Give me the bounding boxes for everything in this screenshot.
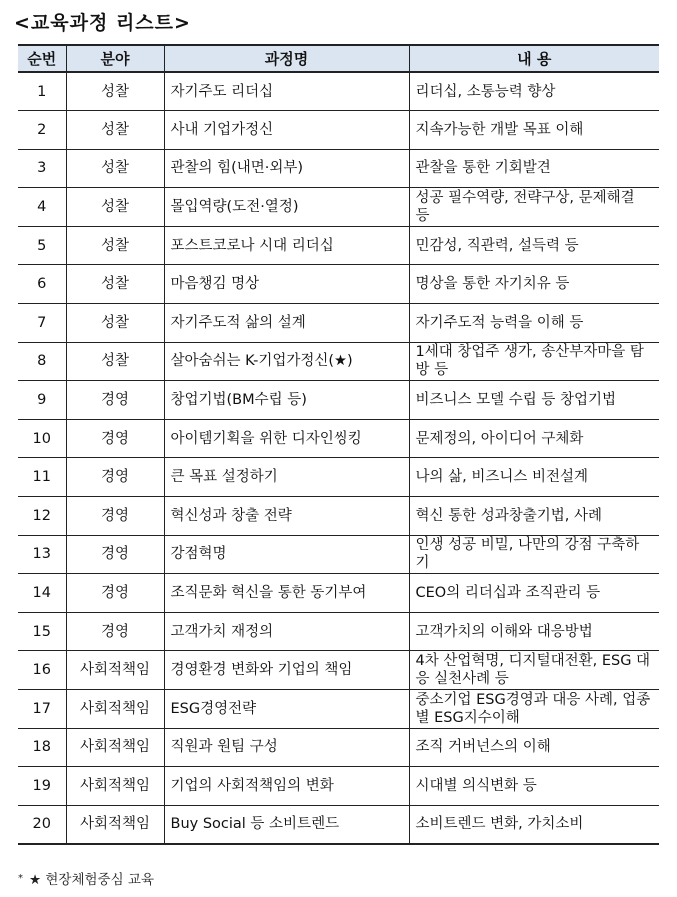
row-description: 조직 거버넌스의 이해	[409, 728, 659, 767]
row-field: 성찰	[66, 111, 164, 150]
row-no: 5	[18, 226, 66, 265]
row-no: 19	[18, 767, 66, 806]
row-course: Buy Social 등 소비트렌드	[164, 805, 409, 844]
page-title: <교육과정 리스트>	[14, 12, 191, 34]
row-course: 사내 기업가정신	[164, 111, 409, 150]
row-description: 비즈니스 모델 수립 등 창업기법	[409, 381, 659, 420]
row-field: 경영	[66, 612, 164, 651]
row-no: 11	[18, 458, 66, 497]
row-course: 기업의 사회적책임의 변화	[164, 767, 409, 806]
row-no: 20	[18, 805, 66, 844]
row-description: 나의 삶, 비즈니스 비전설계	[409, 458, 659, 497]
row-course: 마음챙김 명상	[164, 265, 409, 304]
header-no: 순번	[18, 45, 66, 72]
table-row	[18, 226, 659, 265]
row-field: 경영	[66, 419, 164, 458]
row-course: 고객가치 재정의	[164, 612, 409, 651]
row-field: 경영	[66, 497, 164, 536]
row-no: 18	[18, 728, 66, 767]
header-field: 분야	[66, 45, 164, 72]
row-description: 명상을 통한 자기치유 등	[409, 265, 659, 304]
row-course: 자기주도 리더십	[164, 72, 409, 111]
row-no: 2	[18, 111, 66, 150]
row-no: 7	[18, 304, 66, 343]
row-description: CEO의 리더십과 조직관리 등	[409, 574, 659, 613]
table-row	[18, 381, 659, 420]
row-field: 사회적책임	[66, 690, 164, 729]
row-description: 민감성, 직관력, 설득력 등	[409, 226, 659, 265]
table-row	[18, 728, 659, 767]
table-row	[18, 651, 659, 690]
footnote-text: ★ 현장체험중심 교육	[29, 872, 155, 888]
table-header	[18, 45, 659, 72]
row-no: 3	[18, 149, 66, 188]
row-no: 1	[18, 72, 66, 111]
table-row	[18, 72, 659, 111]
row-description: 리더십, 소통능력 향상	[409, 72, 659, 111]
row-course: 혁신성과 창출 전략	[164, 497, 409, 536]
row-field: 사회적책임	[66, 805, 164, 844]
row-no: 13	[18, 535, 66, 574]
row-course: 창업기법(BM수립 등)	[164, 381, 409, 420]
header-course: 과정명	[164, 45, 409, 72]
table-row	[18, 111, 659, 150]
row-no: 8	[18, 342, 66, 381]
table-row	[18, 304, 659, 343]
row-field: 성찰	[66, 226, 164, 265]
row-description: 문제정의, 아이디어 구체화	[409, 419, 659, 458]
row-description: 소비트렌드 변화, 가치소비	[409, 805, 659, 844]
row-field: 성찰	[66, 304, 164, 343]
row-course: 몰입역량(도전·열정)	[164, 188, 409, 227]
row-no: 17	[18, 690, 66, 729]
row-field: 성찰	[66, 265, 164, 304]
row-field: 성찰	[66, 72, 164, 111]
table-row	[18, 690, 659, 729]
row-no: 14	[18, 574, 66, 613]
row-no: 15	[18, 612, 66, 651]
table-row	[18, 612, 659, 651]
row-course: 조직문화 혁신을 통한 동기부여	[164, 574, 409, 613]
table-row	[18, 149, 659, 188]
row-description: 중소기업 ESG경영과 대응 사례, 업종별 ESG지수이해	[409, 690, 659, 729]
table-body	[18, 72, 659, 844]
row-description: 지속가능한 개발 목표 이해	[409, 111, 659, 150]
row-field: 경영	[66, 381, 164, 420]
row-course: 살아숨쉬는 K-기업가정신(★)	[164, 342, 409, 381]
footnote	[18, 868, 154, 888]
footnote-mark: *	[18, 873, 23, 884]
table-row	[18, 265, 659, 304]
row-course: 경영환경 변화와 기업의 책임	[164, 651, 409, 690]
row-no: 4	[18, 188, 66, 227]
row-description: 시대별 의식변화 등	[409, 767, 659, 806]
row-course: 아이템기획을 위한 디자인씽킹	[164, 419, 409, 458]
row-no: 10	[18, 419, 66, 458]
table-row	[18, 497, 659, 536]
row-course: 직원과 원팀 구성	[164, 728, 409, 767]
table-row	[18, 574, 659, 613]
table-row	[18, 188, 659, 227]
row-description: 인생 성공 비밀, 나만의 강점 구축하기	[409, 535, 659, 574]
row-no: 16	[18, 651, 66, 690]
row-field: 성찰	[66, 188, 164, 227]
row-description: 관찰을 통한 기회발견	[409, 149, 659, 188]
table-row	[18, 419, 659, 458]
row-field: 성찰	[66, 342, 164, 381]
table-row	[18, 342, 659, 381]
row-course: 포스트코로나 시대 리더십	[164, 226, 409, 265]
row-course: 자기주도적 삶의 설계	[164, 304, 409, 343]
row-description: 혁신 통한 성과창출기법, 사례	[409, 497, 659, 536]
row-field: 경영	[66, 574, 164, 613]
table-row	[18, 805, 659, 844]
row-description: 자기주도적 능력을 이해 등	[409, 304, 659, 343]
row-description: 고객가치의 이해와 대응방법	[409, 612, 659, 651]
row-no: 6	[18, 265, 66, 304]
row-field: 사회적책임	[66, 767, 164, 806]
row-description: 4차 산업혁명, 디지털대전환, ESG 대응 실천사례 등	[409, 651, 659, 690]
header-row	[18, 45, 659, 72]
header-description: 내 용	[409, 45, 659, 72]
row-course: 큰 목표 설정하기	[164, 458, 409, 497]
table-row	[18, 535, 659, 574]
row-course: ESG경영전략	[164, 690, 409, 729]
row-field: 경영	[66, 535, 164, 574]
row-field: 사회적책임	[66, 728, 164, 767]
row-course: 관찰의 힘(내면·외부)	[164, 149, 409, 188]
course-list-table	[18, 44, 659, 845]
table-row	[18, 767, 659, 806]
row-no: 12	[18, 497, 66, 536]
row-field: 경영	[66, 458, 164, 497]
row-no: 9	[18, 381, 66, 420]
row-description: 1세대 창업주 생가, 송산부자마을 탐방 등	[409, 342, 659, 381]
row-field: 성찰	[66, 149, 164, 188]
row-description: 성공 필수역량, 전략구상, 문제해결 등	[409, 188, 659, 227]
row-field: 사회적책임	[66, 651, 164, 690]
row-course: 강점혁명	[164, 535, 409, 574]
table-row	[18, 458, 659, 497]
